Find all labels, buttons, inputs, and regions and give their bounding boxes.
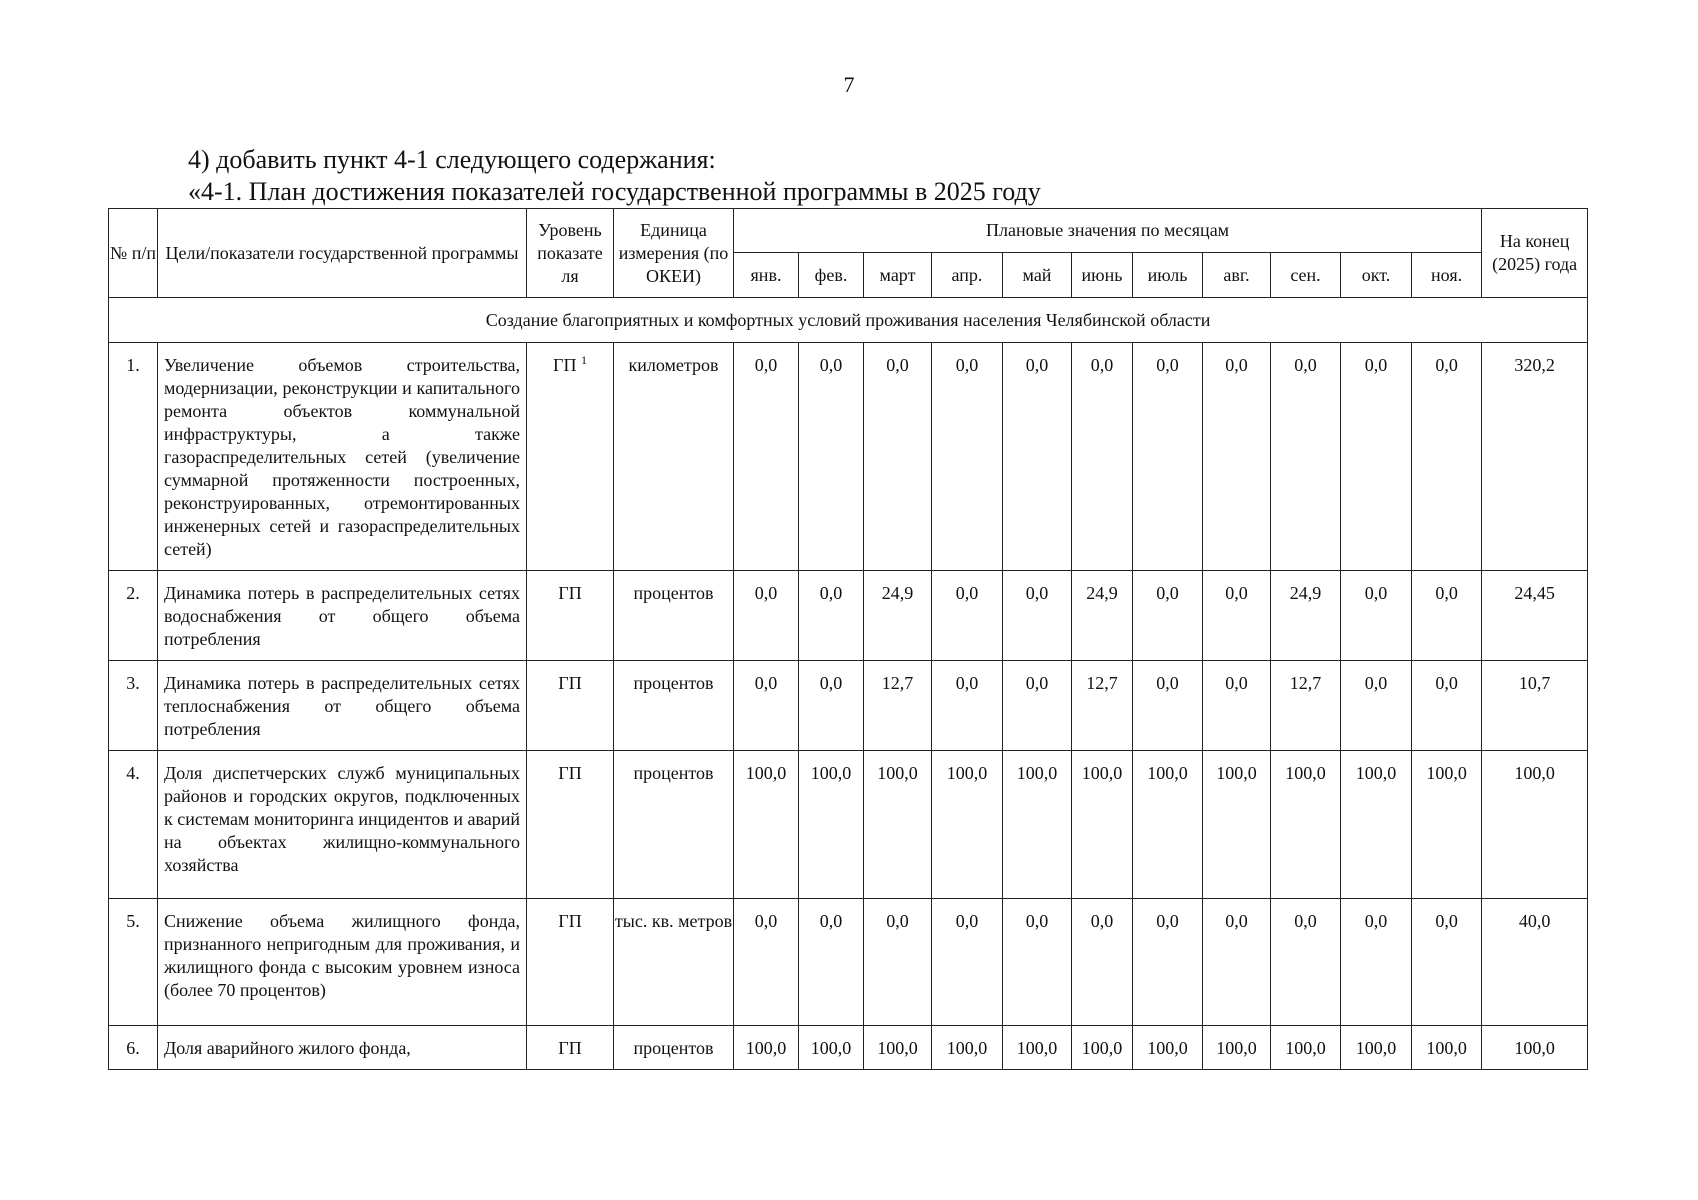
- page-number: 7: [843, 72, 855, 97]
- indicators-plan-table: [108, 208, 1588, 1070]
- row-end-value: 100,0: [1482, 1026, 1588, 1070]
- row-month-value: 100,0: [1341, 1026, 1412, 1070]
- row-month-value: 0,0: [1412, 661, 1482, 751]
- header-month: май: [1003, 253, 1072, 298]
- row-num: 1.: [109, 343, 158, 571]
- row-month-value: 0,0: [799, 899, 864, 1026]
- header-month: апр.: [932, 253, 1003, 298]
- row-month-value: 0,0: [734, 899, 799, 1026]
- row-month-value: 100,0: [799, 1026, 864, 1070]
- row-level: ГП: [558, 911, 582, 931]
- row-level: ГП: [558, 1038, 582, 1058]
- row-month-value: 0,0: [1003, 571, 1072, 661]
- row-month-value: 0,0: [1133, 571, 1203, 661]
- row-month-value: 0,0: [734, 661, 799, 751]
- header-month: окт.: [1341, 253, 1412, 298]
- row-month-value: 0,0: [1341, 899, 1412, 1026]
- section-title: Создание благоприятных и комфортных условий проживания населения Челябинской области: [109, 298, 1588, 343]
- row-month-value: 0,0: [1271, 899, 1341, 1026]
- row-month-value: 0,0: [1003, 899, 1072, 1026]
- header-month: авг.: [1203, 253, 1271, 298]
- header-goal: Цели/показатели государственной программы: [158, 209, 527, 298]
- row-month-value: 100,0: [1412, 751, 1482, 899]
- footnote-marker: 1: [580, 353, 587, 367]
- intro-line-1: 4) добавить пункт 4-1 следующего содержания:: [188, 145, 716, 174]
- intro-line-2: «4-1. План достижения показателей государственной программы в 2025 году: [188, 177, 1041, 206]
- row-month-value: 0,0: [1341, 661, 1412, 751]
- row-level-cell: [527, 751, 614, 899]
- row-month-value: 100,0: [932, 1026, 1003, 1070]
- row-unit: процентов: [614, 571, 734, 661]
- row-level-cell: [527, 661, 614, 751]
- table-row: [109, 1026, 1588, 1070]
- row-month-value: 0,0: [1203, 661, 1271, 751]
- row-end-value: 40,0: [1482, 899, 1588, 1026]
- row-month-value: 0,0: [734, 343, 799, 571]
- row-level-cell: [527, 899, 614, 1026]
- header-month: июнь: [1072, 253, 1133, 298]
- row-unit: километров: [614, 343, 734, 571]
- row-month-value: 100,0: [864, 751, 932, 899]
- row-month-value: 0,0: [1003, 661, 1072, 751]
- row-month-value: 0,0: [1133, 661, 1203, 751]
- row-month-value: 0,0: [1072, 899, 1133, 1026]
- row-goal: Снижение объема жилищного фонда, признанного непригодным для проживания, и жилищного фонда с высоким уровнем износа (более 70 процентов): [158, 899, 527, 1026]
- row-month-value: 0,0: [932, 571, 1003, 661]
- row-level-cell: [527, 571, 614, 661]
- header-level: Уровень показате ля: [527, 209, 614, 298]
- row-level-cell: [527, 343, 614, 571]
- row-month-value: 100,0: [1133, 751, 1203, 899]
- row-month-value: 12,7: [1072, 661, 1133, 751]
- row-month-value: 0,0: [799, 661, 864, 751]
- row-month-value: 0,0: [864, 899, 932, 1026]
- row-month-value: 0,0: [1412, 343, 1482, 571]
- row-month-value: 0,0: [1412, 571, 1482, 661]
- row-month-value: 100,0: [1072, 751, 1133, 899]
- row-month-value: 100,0: [864, 1026, 932, 1070]
- row-goal: Доля диспетчерских служб муниципальных районов и городских округов, подключенных к системам мониторинга инцидентов и аварий на объектах жилищно-коммунального хозяйства: [158, 751, 527, 899]
- header-month: янв.: [734, 253, 799, 298]
- row-month-value: 0,0: [1341, 343, 1412, 571]
- header-num: № п/п: [109, 209, 158, 298]
- row-month-value: 100,0: [799, 751, 864, 899]
- row-month-value: 100,0: [1271, 751, 1341, 899]
- row-month-value: 100,0: [932, 751, 1003, 899]
- row-month-value: 0,0: [932, 899, 1003, 1026]
- row-month-value: 24,9: [1271, 571, 1341, 661]
- row-month-value: 0,0: [799, 343, 864, 571]
- row-month-value: 0,0: [1203, 343, 1271, 571]
- row-month-value: 0,0: [1003, 343, 1072, 571]
- row-month-value: 0,0: [734, 571, 799, 661]
- row-month-value: 0,0: [932, 343, 1003, 571]
- header-end: На конец (2025) года: [1482, 209, 1588, 298]
- row-level: ГП: [558, 583, 582, 603]
- table-row: [109, 751, 1588, 899]
- row-level: ГП: [558, 673, 582, 693]
- row-unit: процентов: [614, 1026, 734, 1070]
- row-num: 6.: [109, 1026, 158, 1070]
- header-month: фев.: [799, 253, 864, 298]
- row-month-value: 24,9: [864, 571, 932, 661]
- row-num: 5.: [109, 899, 158, 1026]
- row-unit: тыс. кв. метров: [614, 899, 734, 1026]
- row-end-value: 320,2: [1482, 343, 1588, 571]
- row-month-value: 100,0: [1341, 751, 1412, 899]
- row-month-value: 100,0: [1003, 1026, 1072, 1070]
- row-month-value: 0,0: [1271, 343, 1341, 571]
- row-month-value: 0,0: [1072, 343, 1133, 571]
- table-row: [109, 899, 1588, 1026]
- row-num: 2.: [109, 571, 158, 661]
- row-month-value: 0,0: [1203, 571, 1271, 661]
- header-month: июль: [1133, 253, 1203, 298]
- row-unit: процентов: [614, 661, 734, 751]
- row-month-value: 0,0: [1341, 571, 1412, 661]
- table-row: [109, 343, 1588, 571]
- header-month: сен.: [1271, 253, 1341, 298]
- row-end-value: 100,0: [1482, 751, 1588, 899]
- row-goal: Динамика потерь в распределительных сетях водоснабжения от общего объема потребления: [158, 571, 527, 661]
- header-unit: Единица измерения (по ОКЕИ): [614, 209, 734, 298]
- row-unit: процентов: [614, 751, 734, 899]
- row-level: ГП: [553, 355, 577, 375]
- header-month: ноя.: [1412, 253, 1482, 298]
- row-month-value: 100,0: [1412, 1026, 1482, 1070]
- row-month-value: 100,0: [734, 1026, 799, 1070]
- row-month-value: 0,0: [1133, 899, 1203, 1026]
- table-row: [109, 571, 1588, 661]
- row-month-value: 100,0: [1133, 1026, 1203, 1070]
- row-level-cell: [527, 1026, 614, 1070]
- header-month: март: [864, 253, 932, 298]
- header-planned: Плановые значения по месяцам: [734, 209, 1482, 253]
- row-month-value: 12,7: [864, 661, 932, 751]
- row-month-value: 100,0: [1072, 1026, 1133, 1070]
- row-month-value: 0,0: [1133, 343, 1203, 571]
- row-month-value: 0,0: [932, 661, 1003, 751]
- row-month-value: 100,0: [1003, 751, 1072, 899]
- table-row: [109, 661, 1588, 751]
- row-month-value: 0,0: [864, 343, 932, 571]
- row-month-value: 24,9: [1072, 571, 1133, 661]
- row-num: 3.: [109, 661, 158, 751]
- row-month-value: 0,0: [1203, 899, 1271, 1026]
- row-end-value: 24,45: [1482, 571, 1588, 661]
- row-num: 4.: [109, 751, 158, 899]
- row-month-value: 0,0: [1412, 899, 1482, 1026]
- row-goal: Динамика потерь в распределительных сетях теплоснабжения от общего объема потребления: [158, 661, 527, 751]
- row-month-value: 100,0: [1203, 1026, 1271, 1070]
- row-month-value: 0,0: [799, 571, 864, 661]
- row-goal: Увеличение объемов строительства, модернизации, реконструкции и капитального ремонта объектов коммунальной инфраструктуры, а также газораспределительных сетей (увеличение суммарной протяженности построенных, реконструированных, отремонтированных инженерных сетей и газораспределительных сетей): [158, 343, 527, 571]
- row-end-value: 10,7: [1482, 661, 1588, 751]
- row-month-value: 100,0: [734, 751, 799, 899]
- row-month-value: 100,0: [1203, 751, 1271, 899]
- row-month-value: 100,0: [1271, 1026, 1341, 1070]
- row-goal: Доля аварийного жилого фонда,: [158, 1026, 527, 1070]
- row-level: ГП: [558, 763, 582, 783]
- row-month-value: 12,7: [1271, 661, 1341, 751]
